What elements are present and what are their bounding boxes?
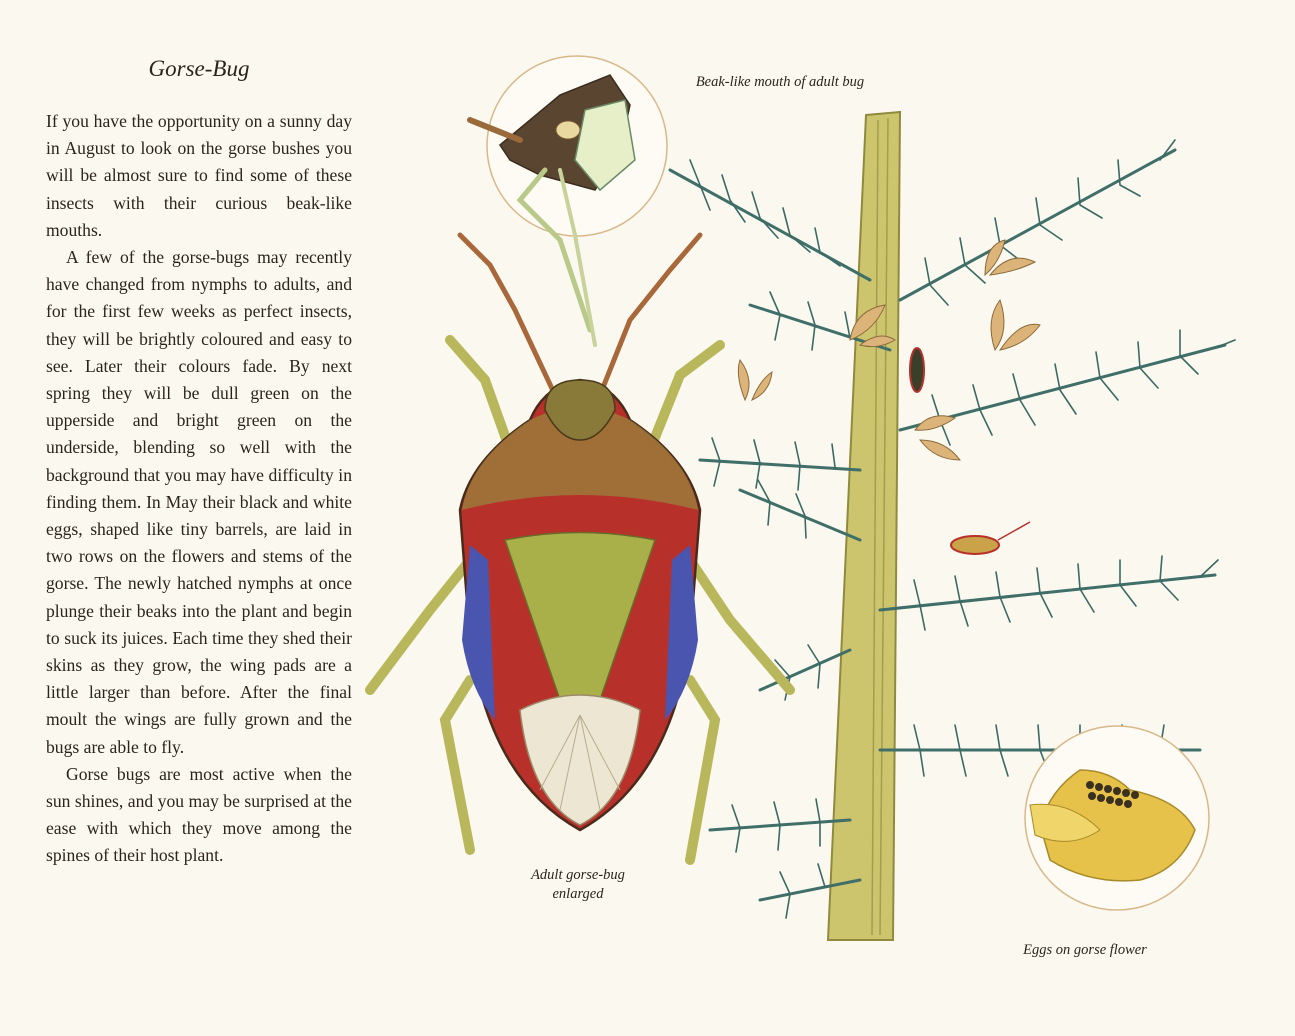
paragraph-2: A few of the gorse-bugs may recently have changed from nymphs to adults, and for the first few weeks as perfect insects, they will be brightly coloured and easy to see. Later their colours fade. By next spring they will be dull green on the upperside and bright green on the underside, blending so well with the background that you may have difficulty in finding them. In May their black and white eggs, shaped like tiny barrels, are laid in two rows on the flowers and stems of the gorse. The newly hatched nymphs at once plunge their beaks into the plant and begin to suck its juices. Each time they shed their skins as they grow, the wing pads are a little larger than before. After the final moult the wings are fully grown and the bugs are able to fly. <box>46 247 352 757</box>
caption-beak: Beak-like mouth of adult bug <box>695 74 865 90</box>
caption-eggs: Eggs on gorse flower <box>1023 942 1147 958</box>
page-title: Gorse-Bug <box>148 56 250 81</box>
caption-adult-line1: Adult gorse-bug <box>531 867 625 883</box>
paragraph-1: If you have the opportunity on a sunny day in August to look on the gorse bushes you will be almost sure to find some of these insects with their curious beak-like mouths. <box>46 111 352 240</box>
adult-bug-illustration <box>370 235 790 860</box>
beak-inset-illustration <box>470 56 667 345</box>
paragraph-3: Gorse bugs are most active when the sun shines, and you may be surprised at the ease with which they move among the spines of their host plant. <box>46 763 352 866</box>
caption-adult-line2: enlarged <box>552 886 604 902</box>
caption-adult-bug <box>498 866 658 904</box>
eggs-inset-illustration <box>1025 726 1209 910</box>
